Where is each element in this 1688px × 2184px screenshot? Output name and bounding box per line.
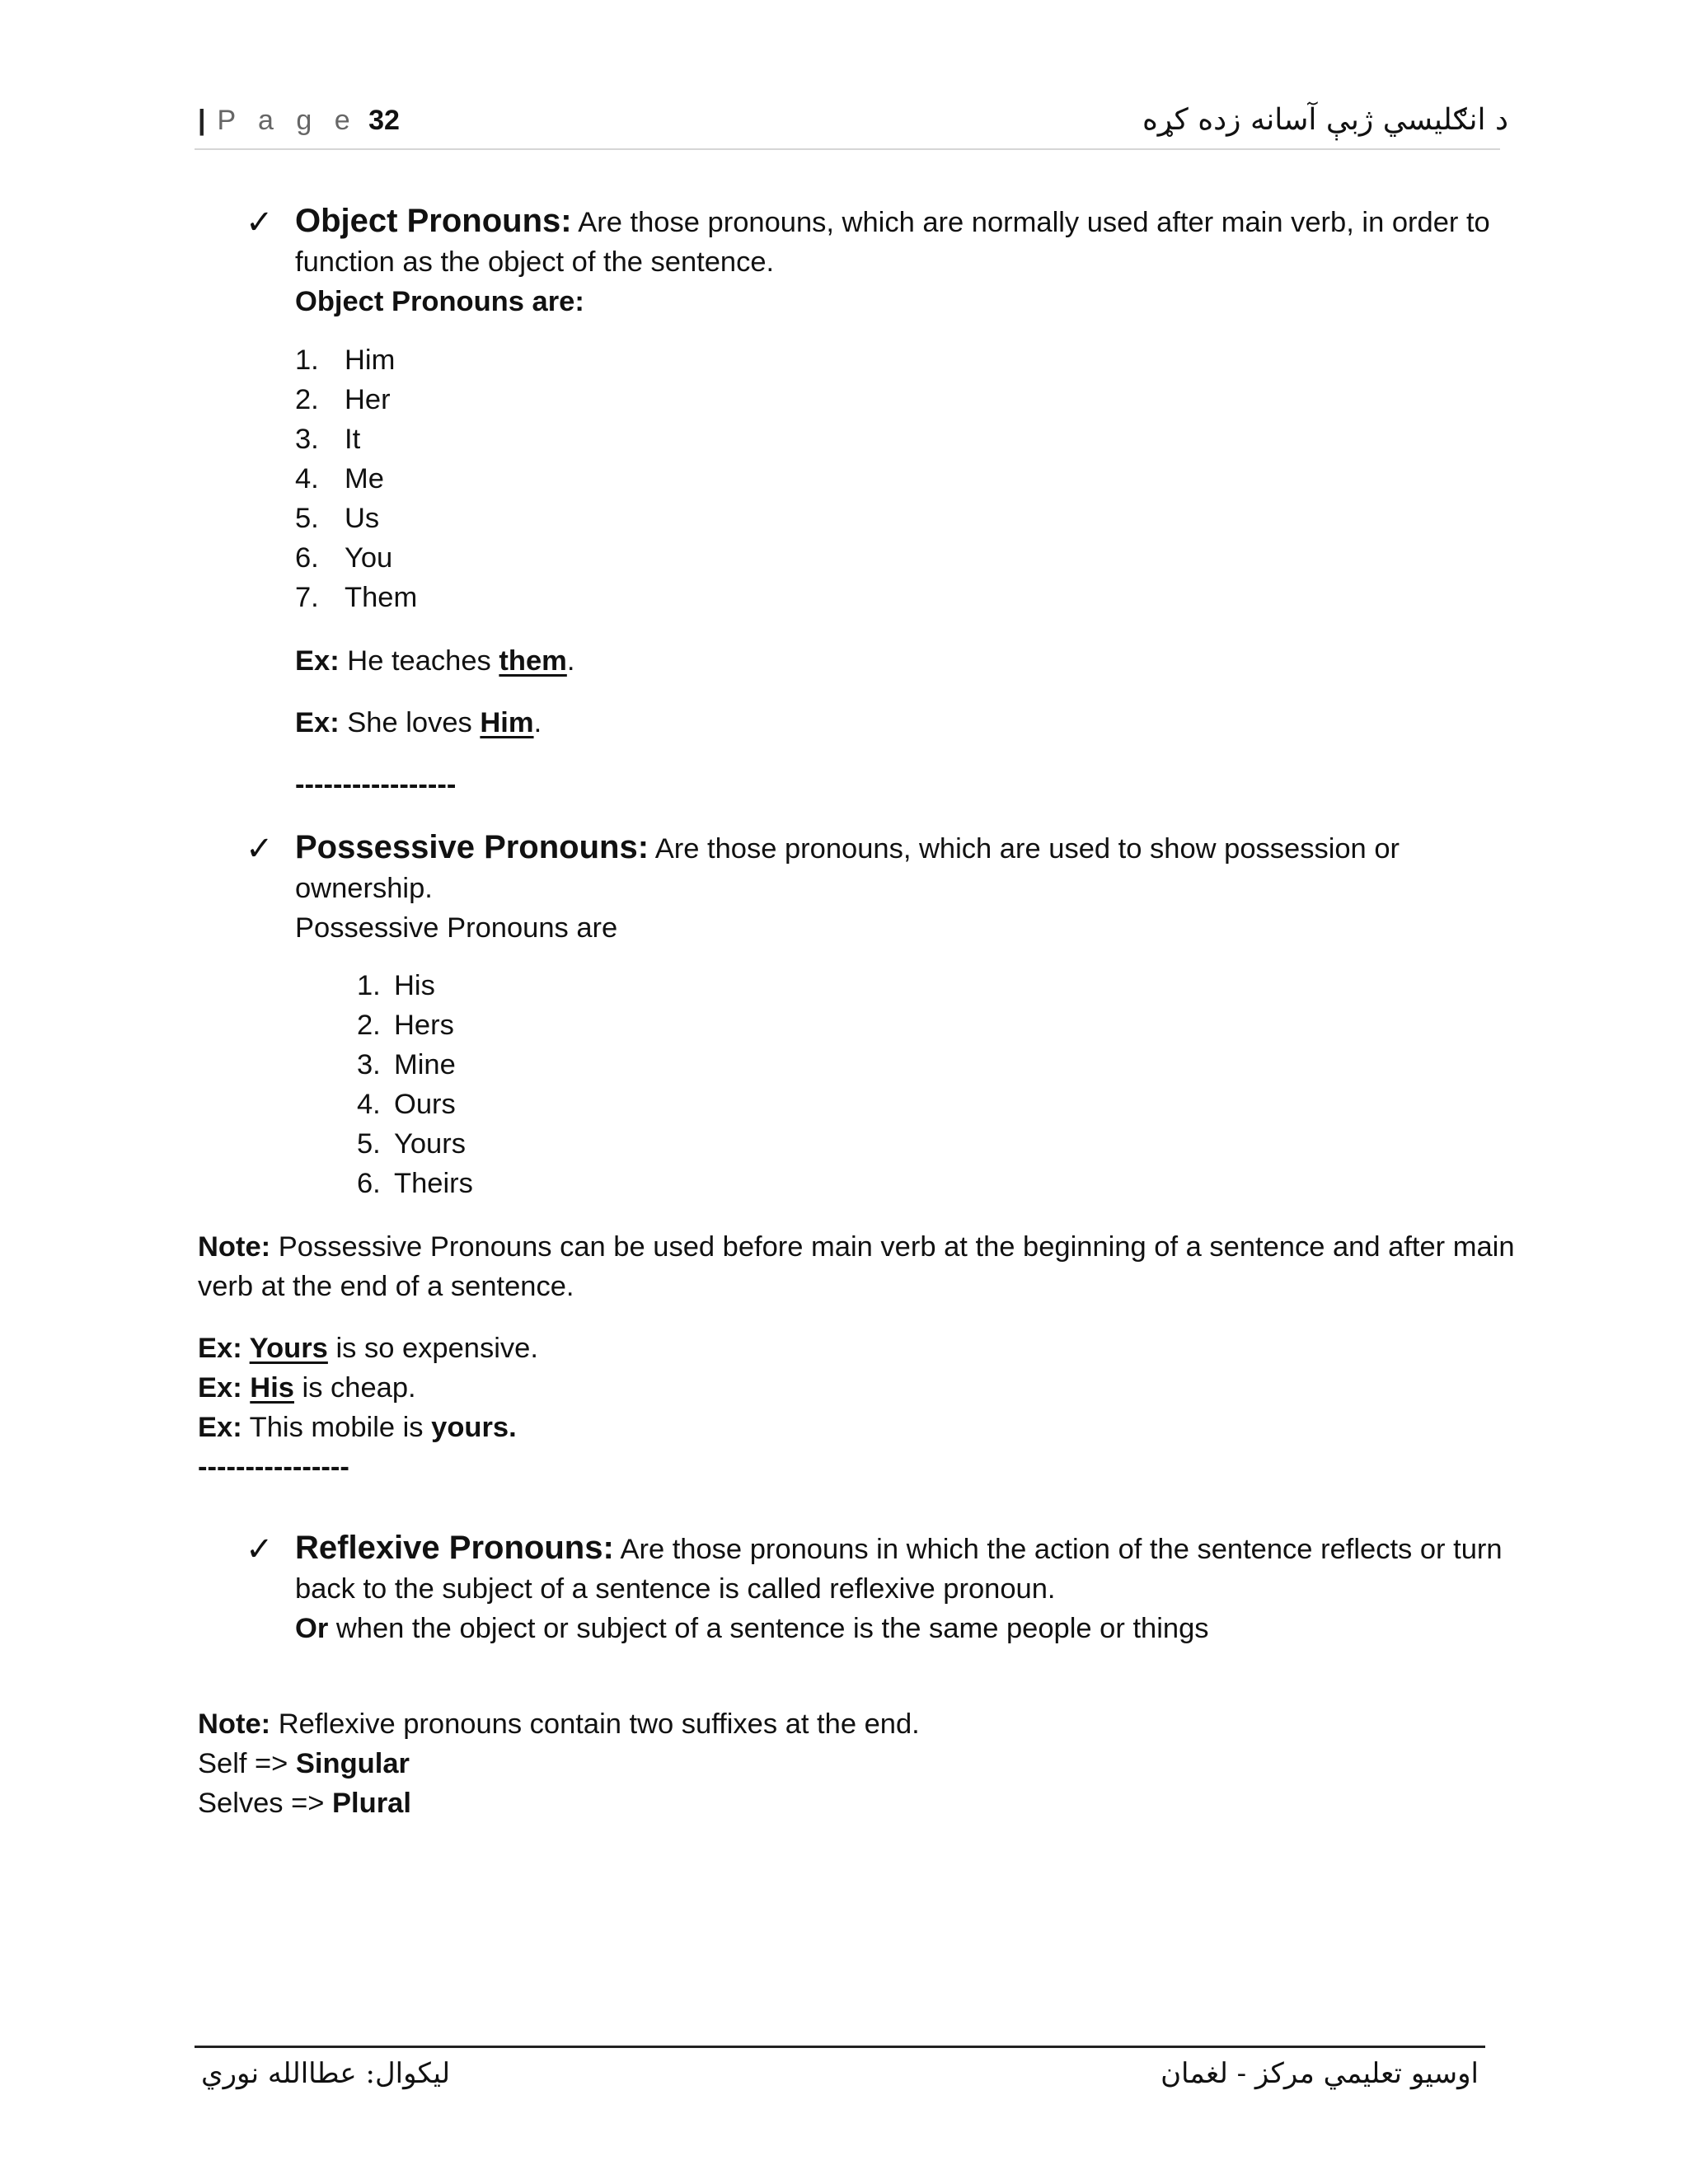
singular-line: Self => Singular — [198, 1748, 410, 1779]
list-item: 5. Yours — [357, 1128, 466, 1160]
possessive-pronouns-list-heading: Possessive Pronouns are — [295, 912, 618, 944]
reflexive-note: Note: Reflexive pronouns contain two suffixes at the end. Self => Singular Selves => Plural — [198, 1704, 1500, 1823]
object-pronouns-list — [295, 340, 625, 617]
separator-line: ----------------- — [295, 769, 457, 800]
checkmark-icon: ✓ — [246, 204, 274, 241]
reflexive-or-line: Or when the object or subject of a sentence is the same people or things — [295, 1613, 1209, 1644]
footer-divider — [195, 2046, 1485, 2048]
list-item: 7. Them — [295, 582, 418, 613]
list-item: 6. You — [295, 542, 393, 574]
list-item: 5. Us — [295, 503, 380, 534]
list-item: 3. Mine — [357, 1049, 456, 1080]
checkmark-icon: ✓ — [246, 831, 274, 867]
list-item: 1. His — [357, 970, 435, 1001]
possessive-example-2: Ex: His is cheap. — [198, 1372, 416, 1404]
checkmark-icon: ✓ — [246, 1531, 274, 1568]
list-item: 3. It — [295, 424, 361, 455]
page-number-header — [198, 104, 400, 137]
object-pronouns-desc-line1: Object Pronouns: Are those pronouns, which are normally used after main verb, in order to — [295, 203, 1490, 239]
possessive-pronouns-desc-line1: Possessive Pronouns: Are those pronouns, which are used to show possession or — [295, 829, 1400, 865]
book-title: د انګليسي ژبې آسانه زده کړه — [1142, 103, 1508, 137]
possessive-pronouns-list — [357, 966, 687, 1203]
object-pronouns-list-heading: Object Pronouns are: — [295, 286, 584, 317]
reflexive-pronouns-section — [246, 1528, 1503, 1648]
reflexive-pronouns-title: Reflexive Pronouns: — [295, 1530, 614, 1566]
object-pronouns-desc-line2: function as the object of the sentence. — [295, 246, 775, 278]
object-pronouns-title: Object Pronouns: — [295, 203, 572, 239]
reflexive-pronouns-desc-line2: back to the subject of a sentence is called reflexive pronoun. — [295, 1573, 1056, 1605]
possessive-example-1: Ex: Yours is so expensive. — [198, 1333, 538, 1364]
object-example-1: Ex: He teaches them. — [295, 645, 575, 677]
header-bar: | — [198, 105, 206, 136]
list-item: 4. Ours — [357, 1089, 456, 1120]
page-number: 32 — [368, 105, 400, 136]
possessive-pronouns-title: Possessive Pronouns: — [295, 829, 649, 865]
reflexive-pronouns-desc-line1: Reflexive Pronouns: Are those pronouns in which the action of the sentence reflects or turn — [295, 1530, 1503, 1566]
object-example-2: Ex: She loves Him. — [295, 707, 542, 738]
list-item: 6. Theirs — [357, 1168, 473, 1199]
possessive-note: Note: Possessive Pronouns can be used before main verb at the beginning of a sentence and after main verb at the end of a sentence. — [198, 1231, 1515, 1302]
plural-line: Selves => Plural — [198, 1788, 411, 1819]
list-item: 4. Me — [295, 463, 384, 494]
list-item: 2. Hers — [357, 1010, 454, 1041]
possessive-example-3: Ex: This mobile is yours. — [198, 1412, 517, 1443]
page-word: P a g e — [217, 105, 358, 136]
list-item: 1. Him — [295, 344, 396, 376]
list-item: 2. Her — [295, 384, 391, 415]
footer-author: ليکوال: عطاالله نوري — [201, 2057, 451, 2090]
footer-center-name: اوسيو تعليمي مرکز - لغمان — [1160, 2057, 1479, 2090]
separator-line: ---------------- — [198, 1451, 349, 1483]
possessive-pronouns-section — [246, 827, 1498, 948]
object-pronouns-section — [246, 201, 1498, 321]
possessive-pronouns-desc-line2: ownership. — [295, 873, 433, 904]
header-divider — [195, 148, 1500, 150]
